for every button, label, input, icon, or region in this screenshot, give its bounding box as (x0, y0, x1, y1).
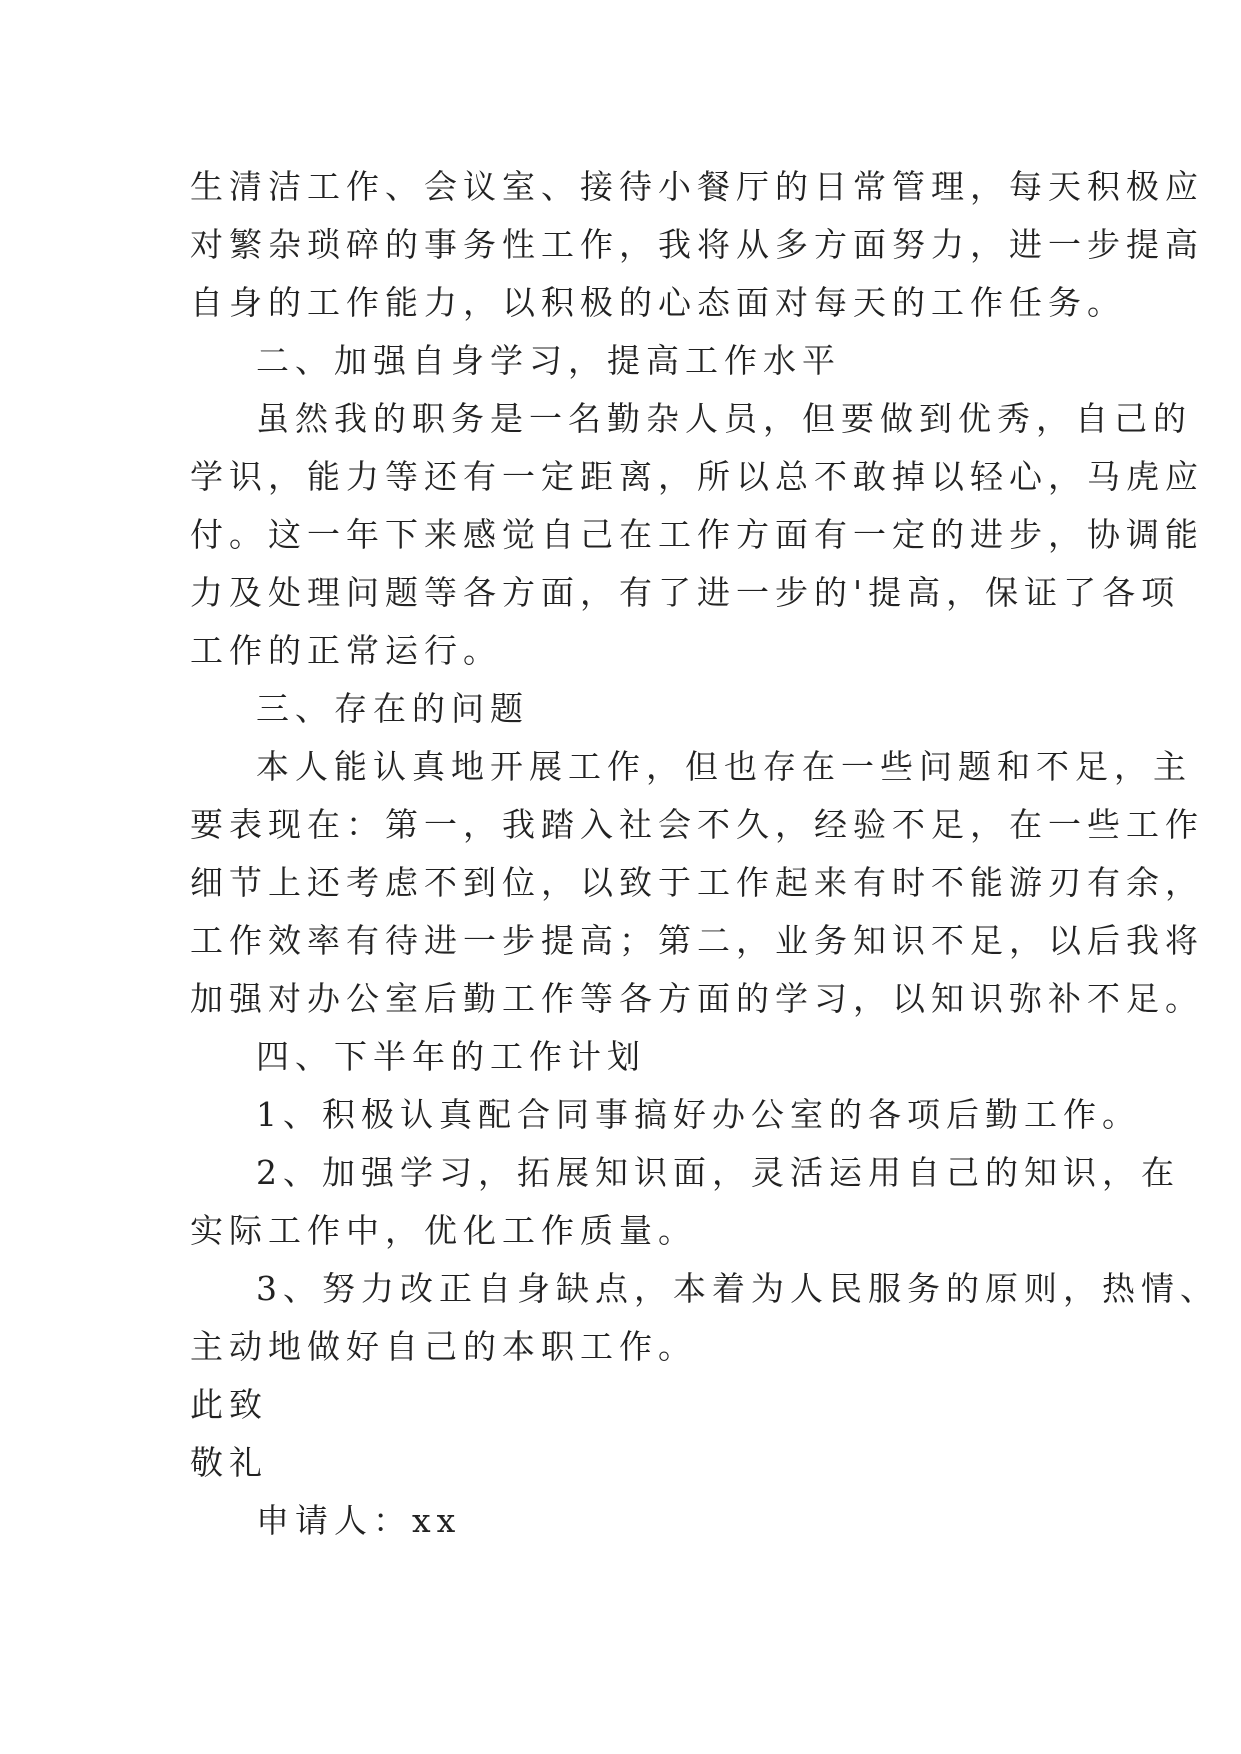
body-line: 力及处理问题等各方面，有了进一步的'提高，保证了各项 (190, 573, 1181, 612)
document-body (190, 158, 1219, 1550)
body-line: 生清洁工作、会议室、接待小餐厅的日常管理，每天积极应 (190, 167, 1204, 206)
body-line: 主动地做好自己的本职工作。 (190, 1327, 697, 1366)
body-line: 付。这一年下来感觉自己在工作方面有一定的进步，协调能 (190, 515, 1204, 554)
plan-item-1: 1、积极认真配合同事搞好办公室的各项后勤工作。 (256, 1095, 1141, 1134)
plan-item-3: 3、努力改正自身缺点，本着为人民服务的原则，热情、 (256, 1269, 1219, 1308)
section-heading-2: 二、加强自身学习，提高工作水平 (256, 341, 841, 380)
body-line: 对繁杂琐碎的事务性工作，我将从多方面努力，进一步提高 (190, 225, 1204, 264)
body-line: 工作的正常运行。 (190, 631, 502, 670)
closing-salutation: 此致 (190, 1385, 268, 1424)
body-line: 虽然我的职务是一名勤杂人员，但要做到优秀，自己的 (256, 399, 1192, 438)
plan-item-2: 2、加强学习，拓展知识面，灵活运用自己的知识，在 (256, 1153, 1180, 1192)
body-line: 要表现在：第一，我踏入社会不久，经验不足，在一些工作 (190, 805, 1204, 844)
section-heading-3: 三、存在的问题 (256, 689, 529, 728)
body-line: 实际工作中，优化工作质量。 (190, 1211, 697, 1250)
section-heading-4: 四、下半年的工作计划 (256, 1037, 646, 1076)
closing-regards: 敬礼 (190, 1443, 268, 1482)
body-line: 学识，能力等还有一定距离，所以总不敢掉以轻心，马虎应 (190, 457, 1204, 496)
applicant-signature: 申请人：xx (256, 1501, 462, 1540)
body-line: 本人能认真地开展工作，但也存在一些问题和不足，主 (256, 747, 1192, 786)
body-line: 自身的工作能力，以积极的心态面对每天的工作任务。 (190, 283, 1126, 322)
body-line: 细节上还考虑不到位，以致于工作起来有时不能游刃有余， (190, 863, 1204, 902)
body-line: 加强对办公室后勤工作等各方面的学习，以知识弥补不足。 (190, 979, 1204, 1018)
body-line: 工作效率有待进一步提高；第二，业务知识不足，以后我将 (190, 921, 1204, 960)
